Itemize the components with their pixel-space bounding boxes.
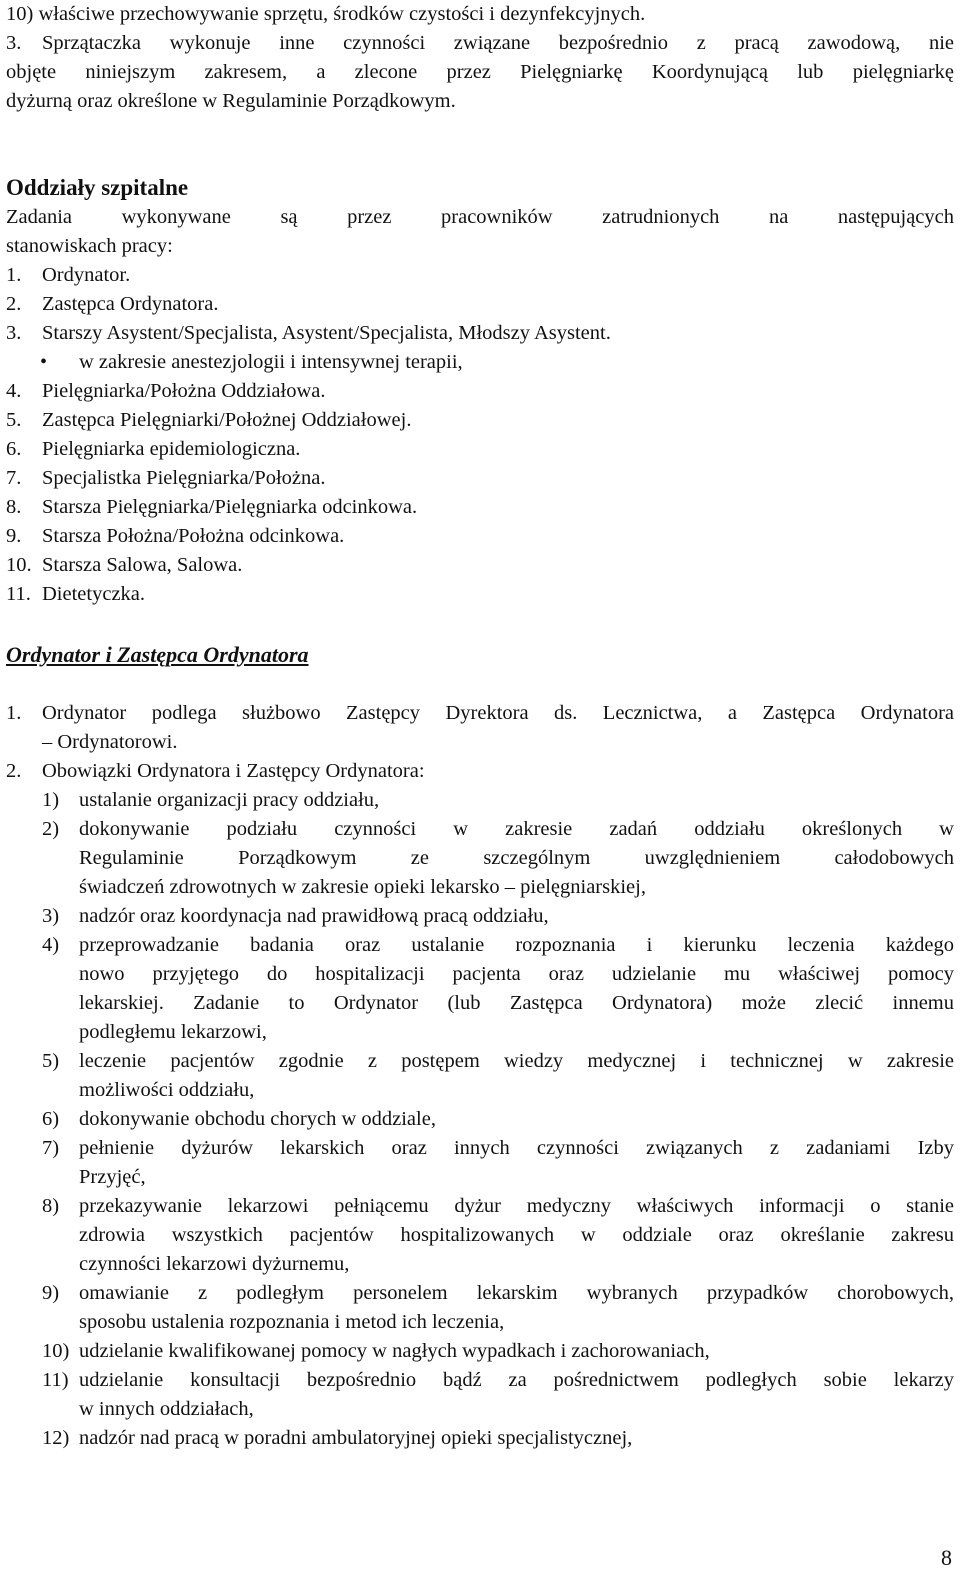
duty-number: 1) xyxy=(42,789,60,811)
duty-line: lekarskiej. Zadanie to Ordynator (lub Zastępca Ordynatora) może zlecić innemu xyxy=(79,992,954,1014)
duty-line: dokonywanie obchodu chorych w oddziale, xyxy=(79,1108,436,1130)
duty-number: 9) xyxy=(42,1282,60,1304)
duty-line: możliwości oddziału, xyxy=(79,1079,255,1101)
duty-number: 6) xyxy=(42,1108,60,1130)
list-number: 4. xyxy=(6,380,22,402)
duty-line: zdrowia wszystkich pacjentów hospitalizowanych w oddziale oraz określanie zakresu xyxy=(79,1224,954,1246)
duty-line: udzielanie konsultacji bezpośrednio bądź za pośrednictwem podległych sobie lekarzy xyxy=(79,1369,954,1391)
list-number: 8. xyxy=(6,496,22,518)
duty-line: ustalanie organizacji pracy oddziału, xyxy=(79,789,380,811)
list-number: 6. xyxy=(6,438,22,460)
duty-number: 3) xyxy=(42,905,60,927)
list-item: Dietetyczka. xyxy=(42,583,146,605)
paragraph-line: dyżurną oraz określone w Regulaminie Porządkowym. xyxy=(6,90,456,112)
duty-line: przeprowadzanie badania oraz ustalanie rozpoznania i kierunku leczenia każdego xyxy=(79,934,954,956)
list-item: 10) właściwe przechowywanie sprzętu, środków czystości i dezynfekcyjnych. xyxy=(6,3,646,25)
duty-line: czynności lekarzowi dyżurnemu, xyxy=(79,1253,350,1275)
paragraph-line: Zadania wykonywane są przez pracowników zatrudnionych na następujących xyxy=(6,206,954,228)
section-heading: Ordynator i Zastępca Ordynatora xyxy=(6,642,309,667)
duty-line: Przyjęć, xyxy=(79,1166,146,1188)
list-number: 9. xyxy=(6,525,22,547)
list-item: Ordynator. xyxy=(42,264,131,286)
list-item: Starsza Salowa, Salowa. xyxy=(42,554,243,576)
list-number: 3. xyxy=(6,32,22,54)
duty-line: omawianie z podległym personelem lekarskim wybranych przypadków chorobowych, xyxy=(79,1282,954,1304)
bullet-icon: • xyxy=(40,351,48,373)
list-item: Zastępca Pielęgniarki/Położnej Oddziałowej. xyxy=(42,409,412,431)
list-number: 1. xyxy=(6,702,22,724)
list-item: Zastępca Ordynatora. xyxy=(42,293,219,315)
list-item: Starsza Pielęgniarka/Pielęgniarka odcinkowa. xyxy=(42,496,418,518)
paragraph-line: Ordynator podlega służbowo Zastępcy Dyrektora ds. Lecznictwa, a Zastępca Ordynatora xyxy=(42,702,954,724)
list-number: 2. xyxy=(6,760,22,782)
duty-line: nadzór nad pracą w poradni ambulatoryjnej opieki specjalistycznej, xyxy=(79,1427,633,1449)
paragraph-line: – Ordynatorowi. xyxy=(42,731,178,753)
list-number: 1. xyxy=(6,264,22,286)
duty-line: podległemu lekarzowi, xyxy=(79,1021,267,1043)
paragraph-line: Obowiązki Ordynatora i Zastępcy Ordynatora: xyxy=(42,760,425,782)
duty-number: 8) xyxy=(42,1195,60,1217)
list-number: 7. xyxy=(6,467,22,489)
duty-line: pełnienie dyżurów lekarskich oraz innych czynności związanych z zadaniami Izby xyxy=(79,1137,954,1159)
paragraph-line: objęte niniejszym zakresem, a zlecone przez Pielęgniarkę Koordynującą lub pielęgniarkę xyxy=(6,61,954,83)
duty-line: dokonywanie podziału czynności w zakresie zadań oddziału określonych w xyxy=(79,818,954,840)
duty-number: 7) xyxy=(42,1137,60,1159)
page-number: 8 xyxy=(941,1545,952,1570)
duty-number: 2) xyxy=(42,818,60,840)
duty-number: 10) xyxy=(42,1340,70,1362)
list-number: 10. xyxy=(6,554,32,576)
paragraph-line: Sprzątaczka wykonuje inne czynności związane bezpośrednio z pracą zawodową, nie xyxy=(42,32,954,54)
list-number: 5. xyxy=(6,409,22,431)
duty-number: 12) xyxy=(42,1427,70,1449)
duty-line: przekazywanie lekarzowi pełniącemu dyżur medyczny właściwych informacji o stanie xyxy=(79,1195,954,1217)
list-item: Specjalistka Pielęgniarka/Położna. xyxy=(42,467,326,489)
list-item: Starszy Asystent/Specjalista, Asystent/Specjalista, Młodszy Asystent. xyxy=(42,322,611,344)
duty-number: 11) xyxy=(42,1369,69,1391)
duty-number: 5) xyxy=(42,1050,60,1072)
list-item: Pielęgniarka/Położna Oddziałowa. xyxy=(42,380,326,402)
list-item: Starsza Położna/Położna odcinkowa. xyxy=(42,525,345,547)
duty-line: nadzór oraz koordynacja nad prawidłową pracą oddziału, xyxy=(79,905,549,927)
duty-line: świadczeń zdrowotnych w zakresie opieki lekarsko – pielęgniarskiej, xyxy=(79,876,646,898)
section-heading: Oddziały szpitalne xyxy=(6,175,189,200)
duty-line: udzielanie kwalifikowanej pomocy w nagłych wypadkach i zachorowaniach, xyxy=(79,1340,710,1362)
list-number: 2. xyxy=(6,293,22,315)
paragraph-line: stanowiskach pracy: xyxy=(6,235,173,257)
list-number: 11. xyxy=(6,583,31,605)
duty-line: w innych oddziałach, xyxy=(79,1398,254,1420)
duty-line: sposobu ustalenia rozpoznania i metod ich leczenia, xyxy=(79,1311,505,1333)
duty-line: Regulaminie Porządkowym ze szczególnym uwzględnieniem całodobowych xyxy=(79,847,954,869)
duty-number: 4) xyxy=(42,934,60,956)
duty-line: leczenie pacjentów zgodnie z postępem wiedzy medycznej i technicznej w zakresie xyxy=(79,1050,954,1072)
duty-line: nowo przyjętego do hospitalizacji pacjenta oraz udzielanie mu właściwej pomocy xyxy=(79,963,954,985)
list-item: Pielęgniarka epidemiologiczna. xyxy=(42,438,301,460)
list-number: 3. xyxy=(6,322,22,344)
list-item: w zakresie anestezjologii i intensywnej terapii, xyxy=(79,351,463,373)
